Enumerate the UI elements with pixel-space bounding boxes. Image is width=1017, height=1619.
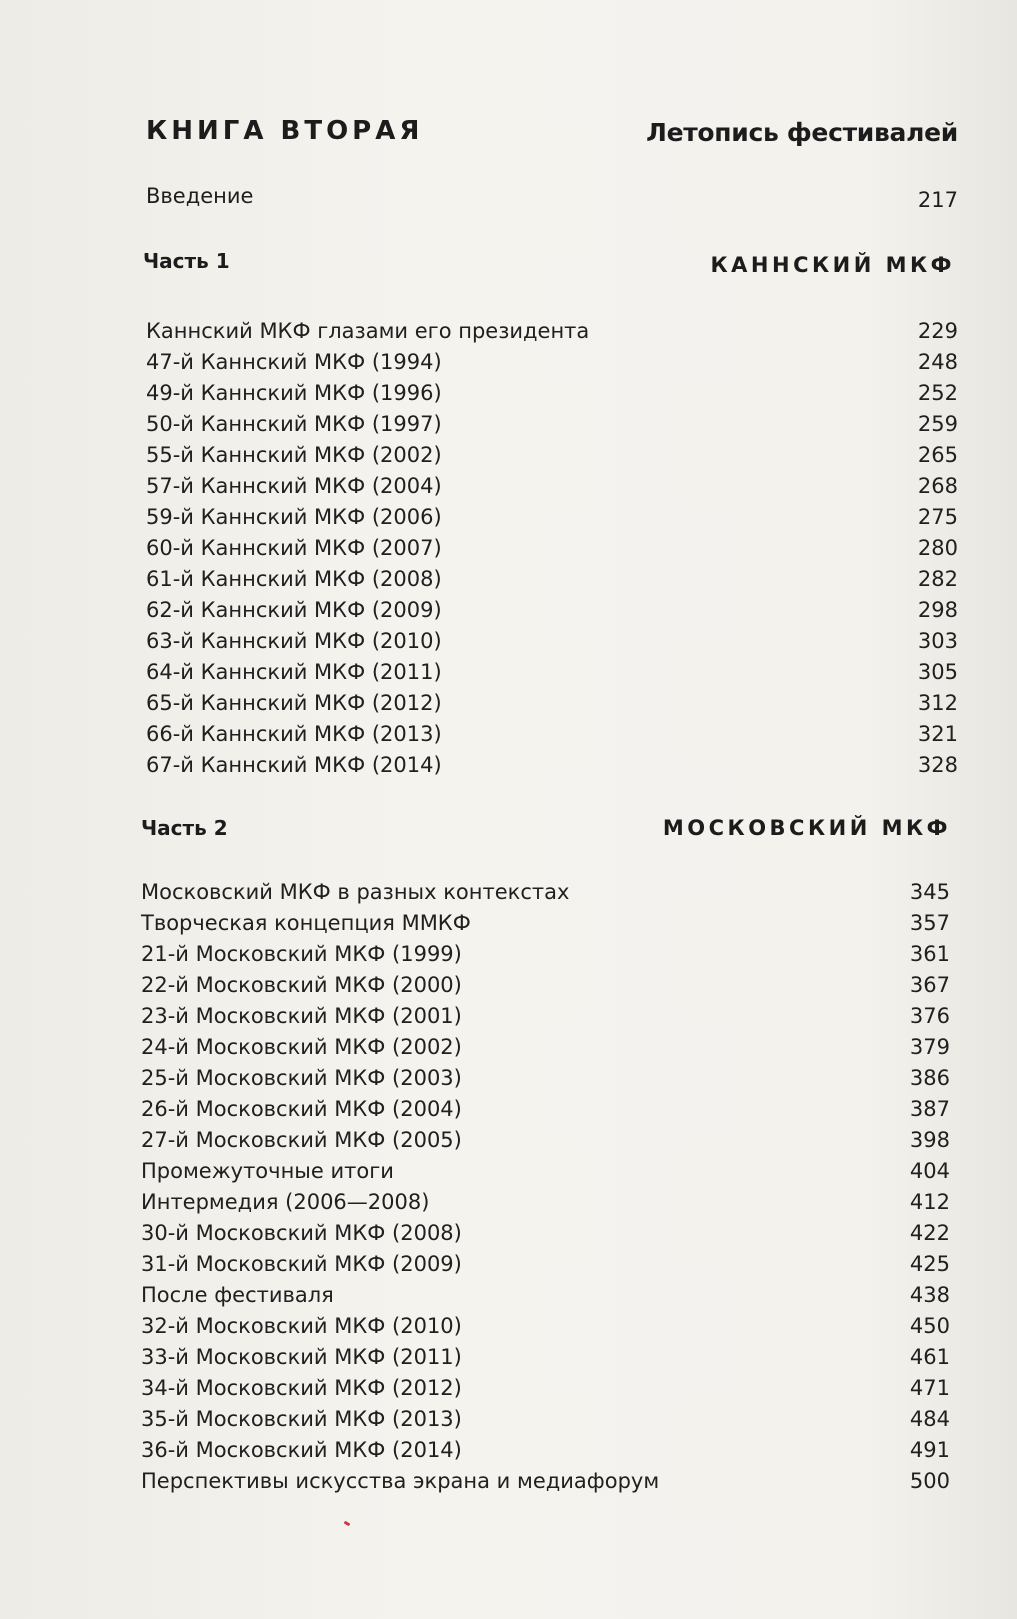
toc-row [146,347,958,378]
toc-row [146,471,958,502]
toc-row [141,908,950,939]
toc-entry-page: 425 [909,1252,950,1276]
toc-entry-page: 484 [909,1407,950,1431]
part-2-title: МОСКОВСКИЙ МКФ [662,816,951,840]
toc-entry-title: 55-й Каннский МКФ (2002) [146,443,442,467]
part-2-number: Часть 2 [141,816,228,840]
toc-entry-title: 50-й Каннский МКФ (1997) [146,412,442,436]
toc-entry-page: 367 [909,973,950,997]
toc-entry-title: 65-й Каннский МКФ (2012) [146,691,442,715]
toc-row [141,1218,950,1249]
toc-entry-title: 32-й Московский МКФ (2010) [141,1314,462,1338]
toc-row [141,1125,950,1156]
toc-row [146,595,958,626]
toc-row [141,939,950,970]
toc-entry-page: 252 [917,381,958,405]
toc-entry-title: 33-й Московский МКФ (2011) [141,1345,462,1369]
toc-entry-title: 64-й Каннский МКФ (2011) [146,660,442,684]
toc-entry-title: Каннский МКФ глазами его президента [146,319,590,343]
toc-row [146,440,958,471]
toc-entry-page: 229 [917,319,958,343]
toc-entry-title: 66-й Каннский МКФ (2013) [146,722,442,746]
part-2-header [141,816,953,850]
toc-row [141,1280,950,1311]
toc-row [141,1001,950,1032]
toc-row [146,688,958,719]
toc-entry-title: 35-й Московский МКФ (2013) [141,1407,462,1431]
toc-row [146,378,958,409]
toc-entry-page: 422 [909,1221,950,1245]
book-header [146,116,958,156]
part-1-toc-list [146,316,958,781]
toc-entry-page: 312 [917,691,958,715]
toc-entry-title: 63-й Каннский МКФ (2010) [146,629,442,653]
toc-row [146,719,958,750]
toc-row [146,564,958,595]
part-2-toc-list [141,877,950,1497]
toc-entry-page: 404 [909,1159,950,1183]
toc-entry-title: Интермедия (2006—2008) [141,1190,430,1214]
toc-entry-page: 386 [909,1066,950,1090]
toc-entry-page: 217 [917,188,958,212]
toc-entry-title: После фестиваля [141,1283,334,1307]
toc-entry-title: 22-й Московский МКФ (2000) [141,973,462,997]
toc-entry-title: 61-й Каннский МКФ (2008) [146,567,442,591]
toc-entry-title: 31-й Московский МКФ (2009) [141,1252,462,1276]
toc-entry-page: 328 [917,753,958,777]
toc-entry-title: Промежуточные итоги [141,1159,394,1183]
toc-entry-title: 60-й Каннский МКФ (2007) [146,536,442,560]
toc-row [146,750,958,781]
toc-entry-title: 59-й Каннский МКФ (2006) [146,505,442,529]
toc-row [141,1466,950,1497]
toc-entry-page: 438 [909,1283,950,1307]
toc-row [146,533,958,564]
toc-entry-page: 491 [909,1438,950,1462]
toc-row [146,316,958,347]
toc-entry-title: Введение [146,184,254,208]
toc-entry-title: 62-й Каннский МКФ (2009) [146,598,442,622]
toc-row [141,1249,950,1280]
toc-row [141,1094,950,1125]
toc-entry-page: 412 [909,1190,950,1214]
toc-entry-page: 280 [917,536,958,560]
toc-entry-title: 36-й Московский МКФ (2014) [141,1438,462,1462]
toc-entry-title: Творческая концепция ММКФ [141,911,471,935]
toc-entry-page: 361 [909,942,950,966]
toc-entry-title: 24-й Московский МКФ (2002) [141,1035,462,1059]
toc-entry-page: 305 [917,660,958,684]
part-1-header [143,249,955,283]
toc-entry-page: 268 [917,474,958,498]
toc-entry-page: 275 [917,505,958,529]
toc-row [141,1404,950,1435]
toc-entry-page: 259 [917,412,958,436]
toc-row [141,1156,950,1187]
toc-row [141,970,950,1001]
toc-entry-title: 26-й Московский МКФ (2004) [141,1097,462,1121]
toc-entry-page: 298 [917,598,958,622]
toc-row [141,1435,950,1466]
toc-entry-title: 67-й Каннский МКФ (2014) [146,753,442,777]
toc-row [141,1311,950,1342]
toc-entry-page: 398 [909,1128,950,1152]
toc-entry-title: 27-й Московский МКФ (2005) [141,1128,462,1152]
toc-entry-page: 265 [917,443,958,467]
toc-entry-page: 321 [917,722,958,746]
toc-entry-page: 282 [917,567,958,591]
toc-row [146,502,958,533]
toc-row [141,1032,950,1063]
toc-row [141,1187,950,1218]
toc-entry-page: 303 [917,629,958,653]
book-title: Летопись фестивалей [646,118,958,147]
toc-entry-title: 21-й Московский МКФ (1999) [141,942,462,966]
toc-entry-title: 23-й Московский МКФ (2001) [141,1004,462,1028]
toc-entry-page: 379 [909,1035,950,1059]
toc-entry-page: 387 [909,1097,950,1121]
toc-row [141,1063,950,1094]
toc-entry-page: 450 [909,1314,950,1338]
toc-row [146,657,958,688]
toc-intro-row [146,184,958,214]
part-1-title: КАННСКИЙ МКФ [710,253,955,277]
toc-entry-title: 25-й Московский МКФ (2003) [141,1066,462,1090]
toc-row [141,1373,950,1404]
toc-entry-page: 471 [909,1376,950,1400]
ink-mark [344,1521,351,1527]
toc-entry-page: 357 [909,911,950,935]
toc-entry-title: 57-й Каннский МКФ (2004) [146,474,442,498]
toc-row [146,626,958,657]
toc-entry-page: 345 [909,880,950,904]
toc-entry-title: 47-й Каннский МКФ (1994) [146,350,442,374]
book-label: КНИГА ВТОРАЯ [146,116,424,146]
toc-entry-page: 376 [909,1004,950,1028]
toc-entry-page: 500 [909,1469,950,1493]
toc-entry-page: 248 [917,350,958,374]
toc-entry-title: 30-й Московский МКФ (2008) [141,1221,462,1245]
toc-entry-page: 461 [909,1345,950,1369]
toc-entry-title: Московский МКФ в разных контекстах [141,880,570,904]
toc-entry-title: 49-й Каннский МКФ (1996) [146,381,442,405]
toc-row [141,1342,950,1373]
toc-entry-title: Перспективы искусства экрана и медиафорум [141,1469,660,1493]
part-1-number: Часть 1 [143,249,230,273]
toc-row [146,409,958,440]
toc-row [141,877,950,908]
toc-entry-title: 34-й Московский МКФ (2012) [141,1376,462,1400]
